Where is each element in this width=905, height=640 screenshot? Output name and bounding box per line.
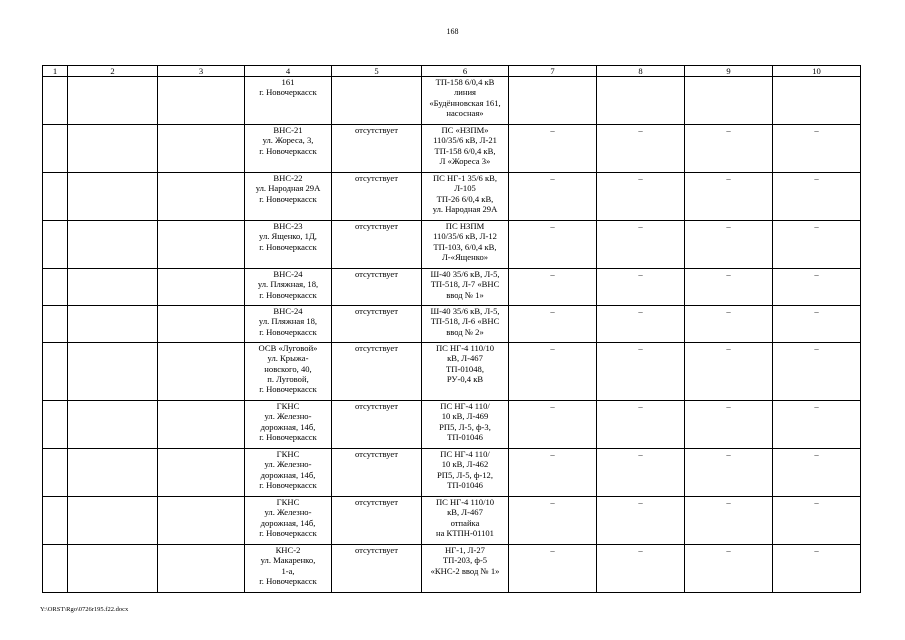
object-name-address: 161 г. Новочеркасск [245,77,332,125]
empty-cell [68,497,158,545]
empty-cell [158,401,245,449]
col7-value [509,77,597,125]
col7-value: – [509,269,597,306]
empty-cell [68,449,158,497]
empty-cell [158,343,245,401]
power-source: ПС НГ-1 35/6 кВ, Л-105 ТП-26 6/0,4 кВ, ул. Народная 29А [422,173,509,221]
col9-value: – [685,449,773,497]
object-name-address: ВНС-21 ул. Жореса, 3, г. Новочеркасск [245,125,332,173]
protection-status: отсутствует [332,343,422,401]
col10-value [773,77,861,125]
empty-cell [43,343,68,401]
power-source: ТП-158 6/0,4 кВ линия «Будённовская 161, насосная» [422,77,509,125]
col7-value: – [509,449,597,497]
protection-status [332,77,422,125]
table-row [43,401,861,449]
col7-value: – [509,221,597,269]
col8-value: – [597,401,685,449]
empty-cell [158,77,245,125]
object-name-address: ГКНС ул. Железно- дорожная, 14б, г. Новочеркасск [245,449,332,497]
table-row [43,449,861,497]
table-row [43,125,861,173]
col8-value: – [597,125,685,173]
table-row [43,343,861,401]
table-row [43,221,861,269]
empty-cell [43,497,68,545]
table-row [43,77,861,125]
protection-status: отсутствует [332,401,422,449]
col10-value: – [773,269,861,306]
column-number: 1 [43,66,68,77]
power-source: ПС НГ-4 110/10 кВ, Л-467 ТП-01048, РУ-0,4 кВ [422,343,509,401]
object-name-address: ГКНС ул. Железно- дорожная, 14б, г. Новочеркасск [245,497,332,545]
empty-cell [43,401,68,449]
table-row [43,269,861,306]
power-source: ПС НГ-4 110/10 кВ, Л-467 отпайка на КТПН-01101 [422,497,509,545]
object-name-address: ВНС-24 ул. Пляжная, 18, г. Новочеркасск [245,269,332,306]
col7-value: – [509,497,597,545]
object-name-address: ГКНС ул. Железно- дорожная, 14б, г. Новочеркасск [245,401,332,449]
protection-status: отсутствует [332,497,422,545]
column-number-row [43,66,861,77]
column-number: 9 [685,66,773,77]
empty-cell [68,125,158,173]
empty-cell [158,269,245,306]
power-source: ПС «НЗПМ» 110/35/6 кВ, Л-21 ТП-158 6/0,4 кВ, Л «Жореса 3» [422,125,509,173]
empty-cell [158,449,245,497]
col8-value: – [597,173,685,221]
col7-value: – [509,343,597,401]
col9-value: – [685,401,773,449]
power-source: ПС НГ-4 110/ 10 кВ, Л-469 РП5, Л-5, ф-3, ТП-01046 [422,401,509,449]
empty-cell [158,125,245,173]
col7-value: – [509,545,597,593]
empty-cell [68,77,158,125]
power-source: ПС НЗПМ 110/35/6 кВ, Л-12 ТП-103, 6/0,4 кВ, Л-«Ященко» [422,221,509,269]
empty-cell [158,545,245,593]
col8-value: – [597,221,685,269]
empty-cell [158,497,245,545]
object-name-address: ВНС-24 ул. Пляжная 18, г. Новочеркасск [245,306,332,343]
col7-value: – [509,125,597,173]
empty-cell [158,221,245,269]
empty-cell [43,125,68,173]
protection-status: отсутствует [332,545,422,593]
power-source: Ш-40 35/6 кВ, Л-5, ТП-518, Л-7 «ВНС ввод № 1» [422,269,509,306]
empty-cell [43,306,68,343]
col8-value: – [597,306,685,343]
col7-value: – [509,401,597,449]
object-name-address: ВНС-22 ул. Народная 29А г. Новочеркасск [245,173,332,221]
empty-cell [43,77,68,125]
empty-cell [68,343,158,401]
col8-value: – [597,269,685,306]
protection-status: отсутствует [332,173,422,221]
col10-value: – [773,545,861,593]
col9-value [685,77,773,125]
col10-value: – [773,449,861,497]
protection-status: отсутствует [332,221,422,269]
col9-value: – [685,545,773,593]
empty-cell [43,221,68,269]
col10-value: – [773,497,861,545]
empty-cell [68,269,158,306]
table-row [43,173,861,221]
column-number: 4 [245,66,332,77]
empty-cell [68,545,158,593]
col9-value: – [685,269,773,306]
col8-value: – [597,545,685,593]
empty-cell [68,173,158,221]
protection-status: отсутствует [332,449,422,497]
page-number: 168 [446,27,459,36]
table-row [43,545,861,593]
protection-status: отсутствует [332,269,422,306]
empty-cell [68,221,158,269]
col7-value: – [509,173,597,221]
empty-cell [158,306,245,343]
object-name-address: ОСВ «Луговой» ул. Крыжа- новского, 40, п. Луговой, г. Новочеркасск [245,343,332,401]
empty-cell [68,401,158,449]
empty-cell [43,449,68,497]
object-name-address: КНС-2 ул. Макаренко, 1-а, г. Новочеркасск [245,545,332,593]
empty-cell [68,306,158,343]
col9-value: – [685,343,773,401]
col8-value [597,77,685,125]
col9-value: – [685,221,773,269]
col8-value: – [597,343,685,401]
power-source: ПС НГ-4 110/ 10 кВ, Л-462 РП5, Л-5, ф-12, ТП-01046 [422,449,509,497]
col10-value: – [773,125,861,173]
empty-cell [43,269,68,306]
col9-value: – [685,497,773,545]
protection-status: отсутствует [332,306,422,343]
footer-file-path: Y:\ORST\Rgo\0726r195.f22.docx [40,606,129,613]
col9-value: – [685,306,773,343]
column-number: 2 [68,66,158,77]
col10-value: – [773,306,861,343]
col10-value: – [773,401,861,449]
empty-cell [43,545,68,593]
col9-value: – [685,125,773,173]
column-number: 6 [422,66,509,77]
column-number: 5 [332,66,422,77]
col10-value: – [773,221,861,269]
data-table [42,65,861,593]
col10-value: – [773,343,861,401]
empty-cell [158,173,245,221]
col8-value: – [597,449,685,497]
col7-value: – [509,306,597,343]
col10-value: – [773,173,861,221]
table-row [43,497,861,545]
column-number: 3 [158,66,245,77]
power-source: НГ-1, Л-27 ТП-203, ф-5 «КНС-2 ввод № 1» [422,545,509,593]
power-source: Ш-40 35/6 кВ, Л-5, ТП-518, Л-6 «ВНС ввод № 2» [422,306,509,343]
empty-cell [43,173,68,221]
protection-status: отсутствует [332,125,422,173]
table-row [43,306,861,343]
col8-value: – [597,497,685,545]
column-number: 8 [597,66,685,77]
col9-value: – [685,173,773,221]
object-name-address: ВНС-23 ул. Ященко, 1Д, г. Новочеркасск [245,221,332,269]
column-number: 10 [773,66,861,77]
column-number: 7 [509,66,597,77]
